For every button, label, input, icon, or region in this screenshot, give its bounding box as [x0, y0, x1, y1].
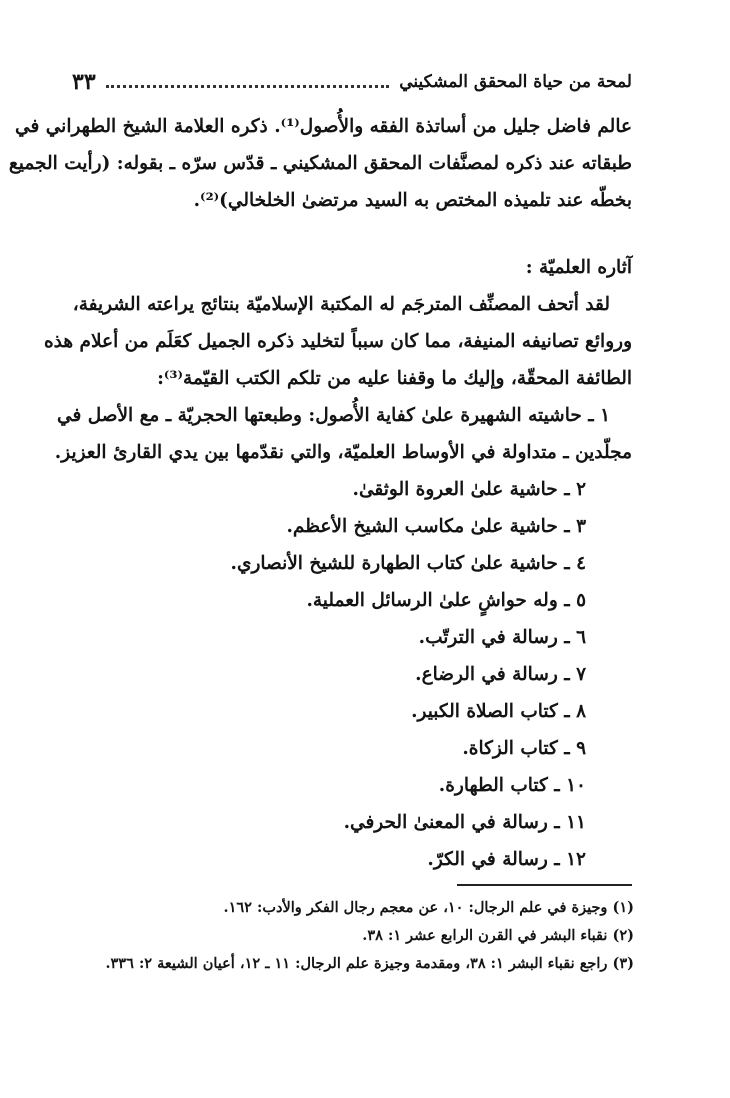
page-number: ٣٣ — [72, 69, 96, 95]
works-list-item: ١١ ـ رسالة في المعنىٰ الحرفي. — [343, 812, 586, 833]
works-list-item: ١ ـ حاشيته الشهيرة علىٰ كفاية الأُصول: وطبعتها الحجريّة ـ مع الأصل في — [57, 405, 610, 426]
footnote: (٣) راجع نقباء البشر ١: ٣٨، ومقدمة وجيزة علم الرجال: ١١ ـ ١٢، أعيان الشيعة ٢: ٣٣٦. — [105, 955, 634, 972]
works-list-item: ٢ ـ حاشية علىٰ العروة الوثقىٰ. — [352, 479, 586, 500]
works-list-item: ١٠ ـ كتاب الطهارة. — [438, 775, 586, 796]
paragraph-line: لقد أتحف المصنِّف المترجَم له المكتبة الإسلاميّة بنتائج يراعته الشريفة، — [72, 294, 610, 315]
works-list-item: ٦ ـ رسالة في الترتّب. — [418, 627, 586, 648]
works-list-item: ١٢ ـ رسالة في الكرّ. — [427, 849, 586, 870]
footnote-separator — [457, 884, 632, 886]
works-list-item: ٩ ـ كتاب الزكاة. — [462, 738, 586, 759]
main-text — [8, 108, 632, 878]
running-header-title: لمحة من حياة المحقق المشكيني — [399, 72, 632, 92]
footnote: (١) وجيزة في علم الرجال: ١٠، عن معجم رجال الفكر والأدب: ١٦٢. — [223, 899, 634, 916]
paragraph-line: الطائفة المحقّة، وإليك ما وقفنا عليه من تلكم الكتب القيّمة⁽³⁾: — [157, 368, 632, 389]
paragraph-line: عالم فاضل جليل من أساتذة الفقه والأُصول⁽¹⁾. ذكره العلامة الشيخ الطهراني في — [15, 116, 632, 137]
paragraph-gap — [85, 219, 632, 249]
footnote: (٢) نقباء البشر في القرن الرابع عشر ١: ٣٨. — [362, 927, 634, 944]
running-header — [72, 62, 632, 102]
works-list-item: ٣ ـ حاشية علىٰ مكاسب الشيخ الأعظم. — [286, 516, 586, 537]
works-list-item: ٤ ـ حاشية علىٰ كتاب الطهارة للشيخ الأنصاري. — [230, 553, 586, 574]
paragraph-line: بخطّه عند تلميذه المختص به السيد مرتضىٰ الخلخالي)⁽²⁾. — [193, 190, 632, 211]
works-list-item: ٥ ـ وله حواشٍ علىٰ الرسائل العملية. — [306, 590, 586, 611]
paragraph-line: وروائع تصانيفه المنيفة، مما كان سبباً لتخليد ذكره الجميل كعَلَم من أعلام هذه — [43, 331, 632, 352]
header-dot-leader — [106, 85, 390, 88]
footnotes — [85, 894, 634, 978]
section-heading: آثاره العلميّة : — [525, 257, 632, 278]
works-list-item: ٨ ـ كتاب الصلاة الكبير. — [411, 701, 586, 722]
works-list-item: ٧ ـ رسالة في الرضاع. — [415, 664, 586, 685]
paragraph-line: طبقاته عند ذكره لمصنَّفات المحقق المشكيني ـ قدّس سرّه ـ بقوله: (رأيت الجميع — [8, 153, 632, 174]
works-list-item-continuation: مجلّدين ـ متداولة في الأوساط العلميّة، والتي نقدّمها بين يدي القارئ العزيز. — [54, 442, 632, 463]
